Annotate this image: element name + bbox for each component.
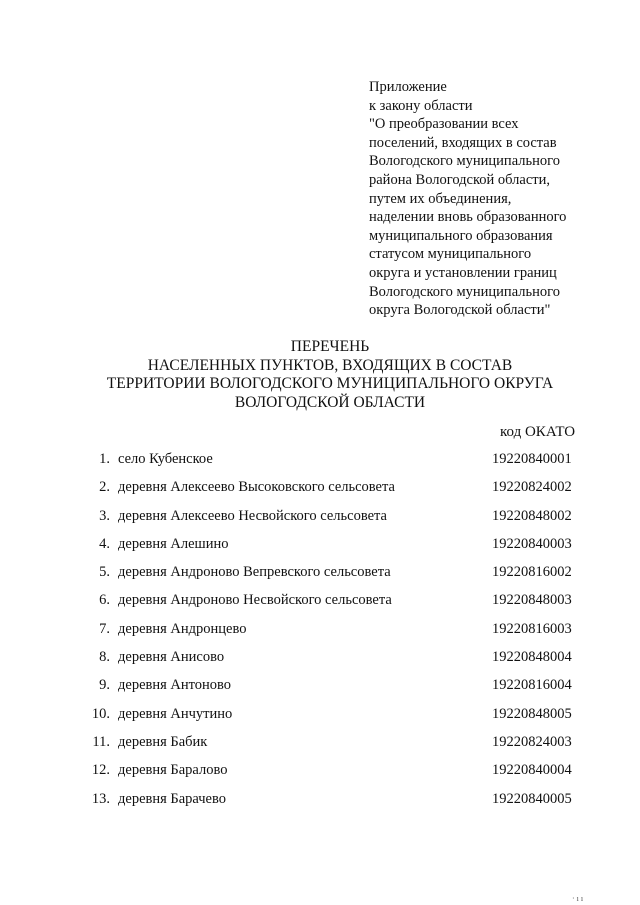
settlement-name: деревня Андроново Несвойского сельсовета [118,592,392,609]
page-corner-mark: · ı ı [572,894,584,903]
appendix-line: Приложение [369,79,447,95]
settlement-name: село Кубенское [118,451,213,467]
item-number: 2. [99,479,110,496]
list-item [0,477,640,505]
list-item [0,675,640,703]
appendix-line: округа и установлении границ [369,264,557,281]
okato-code: 19220816002 [492,564,572,581]
title-line: ПЕРЕЧЕНЬ [290,338,370,355]
list-item [0,760,640,788]
appendix-line: округа Вологодской области" [369,302,551,319]
list-item [0,732,640,760]
okato-code: 19220824002 [492,479,572,496]
list-item [0,619,640,647]
settlement-name: деревня Алексеево Несвойского сельсовета [118,507,387,524]
settlement-name: деревня Андронцево [118,620,247,637]
title-line: ВОЛОГОДСКОЙ ОБЛАСТИ [234,393,426,411]
okato-code: 19220848002 [492,507,572,524]
list-item [0,789,640,817]
list-item [0,449,640,477]
okato-code: 19220824003 [492,733,572,750]
appendix-line: муниципального образования [369,227,553,244]
item-number: 7. [99,620,110,637]
appendix-line: статусом муниципального [369,246,532,263]
item-number: 13. [91,790,110,807]
okato-code: 19220816003 [492,620,572,637]
list-item [0,534,640,562]
settlement-name: деревня Барачево [118,790,226,807]
okato-code: 19220848005 [492,705,572,722]
list-item [0,562,640,590]
okato-column-header: код ОКАТО [500,424,576,440]
item-number: 12. [91,762,110,779]
appendix-block [369,78,609,320]
item-number: 10. [91,705,110,722]
okato-code: 19220840004 [492,762,572,779]
item-number: 1. [99,451,110,467]
okato-code: 19220840001 [492,451,572,467]
appendix-line: "О преобразовании всех [369,116,519,133]
settlement-name: деревня Анчутино [118,705,233,722]
appendix-line: наделении вновь образованного [369,209,567,226]
okato-code: 19220848004 [492,649,572,666]
item-number: 6. [99,592,110,609]
settlement-name: деревня Алексеево Высоковского сельсовета [118,479,395,496]
list-item [0,590,640,618]
appendix-line: Вологодского муниципального [369,283,560,300]
appendix-line: района Вологодской области, [369,171,551,188]
list-item [0,704,640,732]
okato-code: 19220816004 [492,677,572,694]
settlement-name: деревня Антоново [118,677,232,694]
item-number: 4. [99,535,110,552]
item-number: 3. [99,507,110,524]
appendix-line: к закону области [369,97,473,114]
settlement-name: деревня Анисово [118,649,225,666]
item-number: 11. [92,733,110,750]
appendix-line: путем их объединения, [369,190,512,207]
list-item [0,506,640,534]
item-number: 9. [99,677,110,694]
appendix-line: Вологодского муниципального [369,153,560,170]
item-number: 5. [99,564,110,581]
okato-code: 19220840005 [492,790,572,807]
okato-code: 19220840003 [492,535,572,552]
settlement-name: деревня Андроново Вепревского сельсовета [118,564,391,581]
settlement-name: деревня Алешино [118,535,229,552]
document-title [80,338,580,412]
settlements-list [0,449,640,817]
item-number: 8. [99,649,110,666]
title-line: НАСЕЛЕННЫХ ПУНКТОВ, ВХОДЯЩИХ В СОСТАВ [147,356,513,374]
appendix-line: поселений, входящих в состав [369,134,557,151]
okato-code: 19220848003 [492,592,572,609]
settlement-name: деревня Бабик [118,733,208,750]
title-line: ТЕРРИТОРИИ ВОЛОГОДСКОГО МУНИЦИПАЛЬНОГО ОКРУГА [106,375,554,392]
list-item [0,647,640,675]
settlement-name: деревня Баралово [118,762,228,779]
